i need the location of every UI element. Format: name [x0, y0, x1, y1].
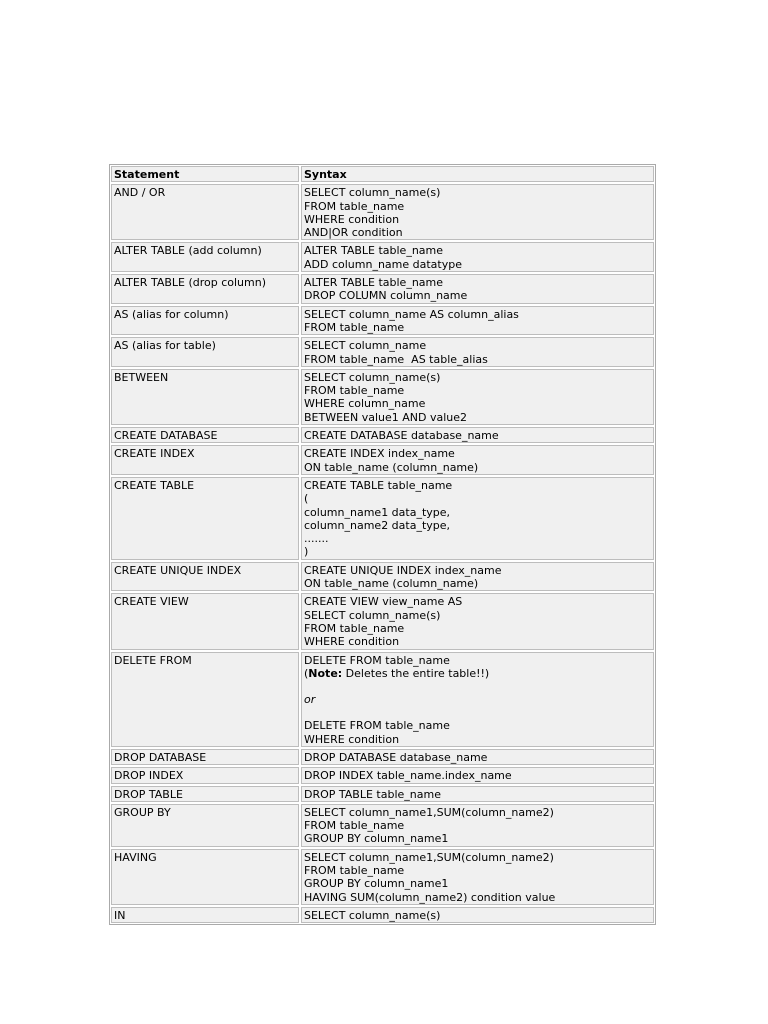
- syntax-line: DELETE FROM table_name: [304, 653, 450, 667]
- statement-cell: CREATE INDEX: [111, 445, 299, 475]
- syntax-line: FROM table_name: [304, 864, 405, 878]
- syntax-line: FROM table_name AS table_alias: [304, 352, 488, 366]
- syntax-cell: [301, 337, 654, 367]
- syntax-line: GROUP BY column_name1: [304, 832, 449, 846]
- syntax-line: SELECT column_name(s): [304, 370, 441, 384]
- syntax-line: CREATE INDEX index_name: [304, 447, 455, 461]
- syntax-line: GROUP BY column_name1: [304, 877, 449, 891]
- syntax-line: or: [304, 693, 316, 707]
- syntax-line: WHERE condition: [304, 635, 400, 649]
- statement-cell: CREATE TABLE: [111, 477, 299, 560]
- table-row: [111, 749, 654, 765]
- syntax-line: BETWEEN value1 AND value2: [304, 410, 468, 424]
- syntax-line: WHERE condition: [304, 212, 400, 226]
- syntax-line: DROP TABLE table_name: [304, 787, 441, 801]
- syntax-line: ALTER TABLE table_name: [304, 276, 444, 290]
- spacer: [304, 680, 651, 693]
- statement-cell: DELETE FROM: [111, 652, 299, 747]
- statement-cell: DROP DATABASE: [111, 749, 299, 765]
- syntax-cell: [301, 427, 654, 443]
- syntax-cell: [301, 274, 654, 304]
- table-row: [111, 242, 654, 272]
- syntax-cell: [301, 786, 654, 802]
- statement-cell: CREATE DATABASE: [111, 427, 299, 443]
- syntax-line: HAVING SUM(column_name2) condition value: [304, 890, 556, 904]
- statement-cell: ALTER TABLE (drop column): [111, 274, 299, 304]
- statement-cell: DROP INDEX: [111, 767, 299, 783]
- syntax-cell: [301, 749, 654, 765]
- spacer: [304, 706, 651, 719]
- syntax-line: ON table_name (column_name): [304, 577, 479, 591]
- table-header-row: [111, 166, 654, 182]
- syntax-line: ON table_name (column_name): [304, 460, 479, 474]
- statement-cell: AND / OR: [111, 184, 299, 240]
- syntax-cell: [301, 804, 654, 847]
- note-label: Note:: [308, 666, 343, 680]
- syntax-line: ADD column_name datatype: [304, 257, 462, 271]
- syntax-cell: [301, 767, 654, 783]
- statement-cell: AS (alias for column): [111, 306, 299, 336]
- syntax-line: FROM table_name: [304, 320, 405, 334]
- note-text: Deletes the entire table!!): [342, 666, 490, 680]
- statement-cell: IN: [111, 907, 299, 923]
- sql-syntax-table: [109, 164, 656, 925]
- syntax-cell: [301, 184, 654, 240]
- syntax-line: FROM table_name: [304, 621, 405, 635]
- syntax-line: DROP INDEX table_name.index_name: [304, 769, 512, 783]
- table-row: [111, 306, 654, 336]
- table-row: [111, 907, 654, 923]
- syntax-line: WHERE condition: [304, 732, 400, 746]
- table-row: [111, 427, 654, 443]
- table-row: [111, 369, 654, 425]
- syntax-line: FROM table_name: [304, 819, 405, 833]
- syntax-cell: [301, 593, 654, 649]
- syntax-cell: [301, 477, 654, 560]
- statement-cell: CREATE VIEW: [111, 593, 299, 649]
- syntax-line: CREATE TABLE table_name: [304, 478, 453, 492]
- syntax-line: column_name1 data_type,: [304, 505, 451, 519]
- syntax-line: CREATE UNIQUE INDEX index_name: [304, 563, 502, 577]
- syntax-line: SELECT column_name(s): [304, 186, 441, 200]
- table-row: [111, 767, 654, 783]
- statement-cell: BETWEEN: [111, 369, 299, 425]
- table-row: [111, 593, 654, 649]
- syntax-cell: [301, 652, 654, 747]
- syntax-line: CREATE VIEW view_name AS: [304, 595, 463, 609]
- table-row: [111, 786, 654, 802]
- syntax-line: AND|OR condition: [304, 226, 403, 240]
- syntax-cell: [301, 369, 654, 425]
- statement-cell: HAVING: [111, 849, 299, 905]
- header-statement: Statement: [111, 166, 299, 182]
- syntax-line: ): [304, 545, 309, 559]
- table-row: [111, 849, 654, 905]
- statement-cell: GROUP BY: [111, 804, 299, 847]
- table-row: [111, 652, 654, 747]
- syntax-line: SELECT column_name1,SUM(column_name2): [304, 850, 554, 864]
- syntax-cell: [301, 306, 654, 336]
- syntax-line: WHERE column_name: [304, 397, 426, 411]
- syntax-line: DROP COLUMN column_name: [304, 289, 468, 303]
- syntax-cell: [301, 849, 654, 905]
- syntax-line: DROP DATABASE database_name: [304, 750, 488, 764]
- syntax-line: SELECT column_name(s): [304, 908, 441, 922]
- syntax-line: CREATE DATABASE database_name: [304, 429, 499, 443]
- statement-cell: DROP TABLE: [111, 786, 299, 802]
- table-row: [111, 274, 654, 304]
- table-row: [111, 445, 654, 475]
- table-row: [111, 337, 654, 367]
- statement-cell: CREATE UNIQUE INDEX: [111, 562, 299, 592]
- syntax-cell: [301, 242, 654, 272]
- syntax-line: SELECT column_name AS column_alias: [304, 307, 519, 321]
- syntax-cell: [301, 445, 654, 475]
- syntax-line: SELECT column_name: [304, 339, 427, 353]
- header-syntax: Syntax: [301, 166, 654, 182]
- syntax-line: ALTER TABLE table_name: [304, 244, 444, 258]
- syntax-cell: [301, 562, 654, 592]
- syntax-line: .......: [304, 532, 329, 546]
- table-row: [111, 184, 654, 240]
- statement-cell: AS (alias for table): [111, 337, 299, 367]
- syntax-line: SELECT column_name1,SUM(column_name2): [304, 805, 554, 819]
- table-row: [111, 562, 654, 592]
- note-line: (Note: Deletes the entire table!!): [304, 666, 490, 680]
- table-row: [111, 477, 654, 560]
- syntax-line: FROM table_name: [304, 384, 405, 398]
- syntax-line: FROM table_name: [304, 199, 405, 213]
- syntax-line: DELETE FROM table_name: [304, 719, 450, 733]
- table-row: [111, 804, 654, 847]
- syntax-line: SELECT column_name(s): [304, 608, 441, 622]
- statement-cell: ALTER TABLE (add column): [111, 242, 299, 272]
- syntax-line: column_name2 data_type,: [304, 518, 451, 532]
- syntax-line: (: [304, 492, 309, 506]
- syntax-cell: [301, 907, 654, 923]
